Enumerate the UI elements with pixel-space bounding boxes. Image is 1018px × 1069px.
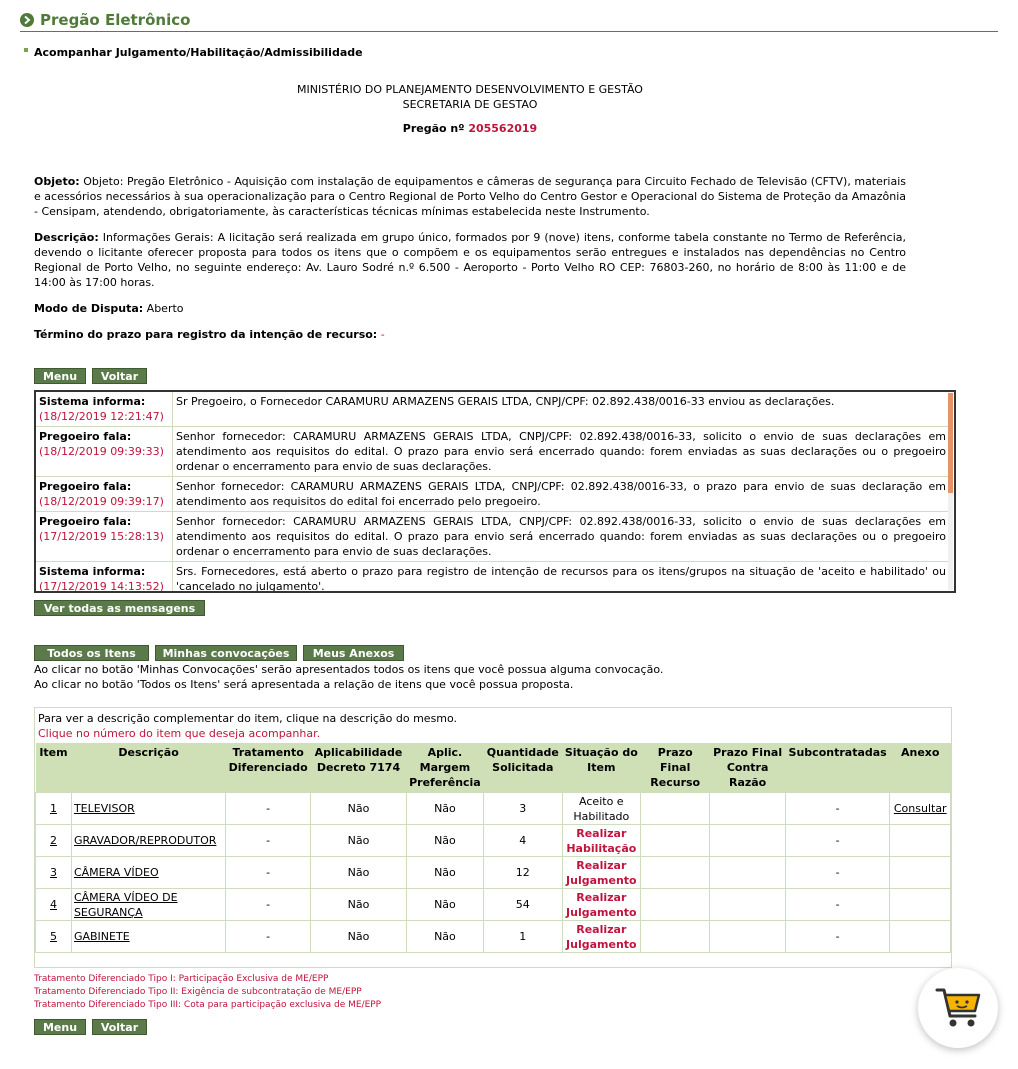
messages-panel[interactable] (34, 390, 956, 593)
item-anexo-cell (890, 825, 951, 857)
column-header: Aplicabilidade Decreto 7174 (311, 743, 407, 793)
org-line2: SECRETARIA DE GESTAO (402, 98, 538, 111)
pregao-label: Pregão nº (402, 122, 465, 135)
item-situacao: Realizar Julgamento (562, 921, 640, 953)
message-time: (17/12/2019 15:28:13) (39, 530, 164, 543)
item-prazo-recurso (641, 921, 710, 953)
message-row (36, 512, 949, 562)
item-description-cell (71, 793, 225, 825)
item-quantidade: 12 (484, 857, 563, 889)
table-row (36, 889, 951, 921)
bullet-icon (24, 48, 28, 52)
item-description-cell (71, 857, 225, 889)
footnote-1: Tratamento Diferenciado Tipo I: Participação Exclusiva de ME/EPP (34, 974, 329, 984)
item-prazo-contra-razao (710, 857, 785, 889)
message-sender: Pregoeiro fala: (39, 515, 132, 528)
menu-button-bottom[interactable]: Menu (34, 1019, 86, 1035)
item-situacao: Aceito e Habilitado (562, 793, 640, 825)
item-tratamento: - (226, 889, 311, 921)
item-number-link[interactable]: 2 (49, 834, 57, 847)
table-row (36, 921, 951, 953)
message-sender: Sistema informa: (39, 565, 146, 578)
item-tratamento: - (226, 857, 311, 889)
item-number-link[interactable]: 4 (49, 898, 57, 911)
message-time: (18/12/2019 12:21:47) (39, 410, 164, 423)
voltar-button-bottom[interactable]: Voltar (92, 1019, 147, 1035)
item-prazo-recurso (641, 889, 710, 921)
message-sender: Pregoeiro fala: (39, 430, 132, 443)
item-anexo-cell (890, 793, 951, 825)
page-subtitle: Acompanhar Julgamento/Habilitação/Admissibilidade (34, 46, 363, 59)
cart-button[interactable] (918, 968, 998, 1048)
item-margem: Não (406, 921, 483, 953)
column-header: Prazo Final Contra Razão (710, 743, 785, 793)
item-description-cell (71, 921, 225, 953)
todos-itens-button[interactable]: Todos os Itens (34, 645, 149, 661)
item-tratamento: - (226, 793, 311, 825)
message-text: Senhor fornecedor: CARAMURU ARMAZENS GERAIS LTDA, CNPJ/CPF: 02.892.438/0016-33, solicito o envio de suas declarações em atendimento aos requisitos do edital. O prazo para envio será encerrado quando: forem enviadas as suas declarações ou o pregoeiro ordenar o encerramento para envio de suas declarações. (173, 512, 950, 562)
item-prazo-contra-razao (710, 825, 785, 857)
objeto-label: Objeto: (34, 175, 80, 188)
table-row (36, 825, 951, 857)
footnote-2: Tratamento Diferenciado Tipo II: Exigência de subcontratação de ME/EPP (34, 987, 362, 997)
objeto-section (34, 174, 906, 219)
table-row (36, 857, 951, 889)
item-prazo-contra-razao (710, 793, 785, 825)
message-author (36, 512, 173, 562)
message-author (36, 392, 173, 427)
item-description-link[interactable]: GABINETE (73, 930, 130, 943)
item-prazo-contra-razao (710, 921, 785, 953)
item-description-link[interactable]: CÂMERA VÍDEO DE SEGURANÇA (73, 890, 178, 919)
item-margem: Não (406, 793, 483, 825)
scrollbar-thumb[interactable] (948, 393, 953, 493)
info-text (34, 662, 663, 692)
item-prazo-contra-razao (710, 889, 785, 921)
message-row (36, 562, 949, 594)
page-title-bar (20, 10, 998, 32)
column-header: Tratamento Diferenciado (226, 743, 311, 793)
message-sender: Sistema informa: (39, 395, 146, 408)
message-text: Sr Pregoeiro, o Fornecedor CARAMURU ARMAZENS GERAIS LTDA, CNPJ/CPF: 02.892.438/0016-33 enviou as declarações. (173, 392, 950, 427)
item-number-cell (36, 889, 72, 921)
item-tratamento: - (226, 921, 311, 953)
items-panel (34, 707, 952, 968)
column-header: Aplic. Margem Preferência (406, 743, 483, 793)
item-description-cell (71, 889, 225, 921)
item-description-link[interactable]: GRAVADOR/REPRODUTOR (73, 834, 217, 847)
message-row (36, 427, 949, 477)
info-line2: Ao clicar no botão 'Todos os Itens' será apresentada a relação de itens que você possua proposta. (34, 678, 574, 691)
items-hint-line2: Clique no número do item que deseja acompanhar. (38, 727, 321, 740)
item-number-cell (36, 793, 72, 825)
column-header: Subcontratadas (785, 743, 890, 793)
item-aplicabilidade: Não (311, 793, 407, 825)
item-aplicabilidade: Não (311, 921, 407, 953)
message-row (36, 477, 949, 512)
pregao-value: 205562019 (468, 122, 538, 135)
message-row (36, 392, 949, 427)
chevron-right-icon (20, 13, 34, 27)
item-description-link[interactable]: CÂMERA VÍDEO (73, 866, 159, 879)
item-anexo-cell (890, 921, 951, 953)
item-situacao: Realizar Julgamento (562, 889, 640, 921)
items-table (35, 743, 951, 953)
organization-header (0, 82, 940, 112)
item-margem: Não (406, 857, 483, 889)
item-prazo-recurso (641, 793, 710, 825)
info-line1: Ao clicar no botão 'Minhas Convocações' serão apresentados todos os itens que você possua alguma convocação. (34, 663, 664, 676)
termino-prazo (34, 327, 906, 342)
item-aplicabilidade: Não (311, 825, 407, 857)
column-header: Quantidade Solicitada (484, 743, 563, 793)
item-anexo-cell (890, 889, 951, 921)
item-description-link[interactable]: TELEVISOR (73, 802, 135, 815)
item-quantidade: 4 (484, 825, 563, 857)
message-text: Senhor fornecedor: CARAMURU ARMAZENS GERAIS LTDA, CNPJ/CPF: 02.892.438/0016-33, o prazo para envio de suas declaração em atendimento aos requisitos do edital foi encerrado pelo pregoeiro. (173, 477, 950, 512)
messages-table (36, 392, 949, 593)
column-header: Descrição (71, 743, 225, 793)
item-subcontratadas: - (785, 857, 890, 889)
message-text: Senhor fornecedor: CARAMURU ARMAZENS GERAIS LTDA, CNPJ/CPF: 02.892.438/0016-33, solicito o envio de suas declarações em atendimento aos requisitos do edital. O prazo para envio será encerrado quando: forem enviadas as suas declarações ou o pregoeiro ordenar o encerramento para envio de suas declarações. (173, 427, 950, 477)
message-sender: Pregoeiro fala: (39, 480, 132, 493)
pregao-number (0, 122, 940, 135)
objeto-text: Objeto: Pregão Eletrônico - Aquisição com instalação de equipamentos e câmeras de segurança para Circuito Fechado de Televisão (CFTV), materiais e acessórios necessários à sua operacionalização para o Centro Regional de Porto Velho do Centro Gestor e Operacional do Sistema de Proteção da Amazônia - Censipam, atendendo, obrigatoriamente, às características técnicas mínimas estabelecida neste Instrumento. (34, 175, 906, 218)
column-header: Situação do Item (562, 743, 640, 793)
item-prazo-recurso (641, 857, 710, 889)
shopping-cart-icon (935, 986, 983, 1030)
modo-label: Modo de Disputa: (34, 302, 144, 315)
column-header: Item (36, 743, 72, 793)
item-margem: Não (406, 889, 483, 921)
message-author (36, 562, 173, 594)
message-text: Srs. Fornecedores, está aberto o prazo para registro de intenção de recursos para os itens/grupos na situação de 'aceito e habilitado' ou 'cancelado no julgamento'. (173, 562, 950, 594)
footnote-3: Tratamento Diferenciado Tipo III: Cota para participação exclusiva de ME/EPP (34, 1000, 382, 1010)
meus-anexos-button[interactable]: Meus Anexos (303, 645, 404, 661)
menu-button[interactable]: Menu (34, 368, 86, 384)
item-subcontratadas: - (785, 921, 890, 953)
minhas-convocacoes-button[interactable]: Minhas convocações (155, 645, 297, 661)
item-tratamento: - (226, 825, 311, 857)
item-number-cell (36, 857, 72, 889)
modo-disputa (34, 301, 906, 316)
column-header: Prazo Final Recurso (641, 743, 710, 793)
items-hint-line1: Para ver a descrição complementar do item, clique na descrição do mesmo. (38, 712, 458, 725)
ver-todas-mensagens-button[interactable]: Ver todas as mensagens (34, 600, 205, 616)
item-situacao: Realizar Julgamento (562, 857, 640, 889)
org-line1: MINISTÉRIO DO PLANEJAMENTO DESENVOLVIMENTO E GESTÃO (297, 83, 643, 96)
message-author (36, 427, 173, 477)
termino-value: - (380, 328, 385, 341)
item-subcontratadas: - (785, 889, 890, 921)
item-prazo-recurso (641, 825, 710, 857)
item-number-link[interactable]: 1 (49, 802, 57, 815)
item-margem: Não (406, 825, 483, 857)
item-quantidade: 3 (484, 793, 563, 825)
item-number-cell (36, 921, 72, 953)
item-aplicabilidade: Não (311, 889, 407, 921)
message-time: (17/12/2019 14:13:52) (39, 580, 164, 593)
item-number-link[interactable]: 3 (49, 866, 57, 879)
message-author (36, 477, 173, 512)
descricao-section (34, 230, 906, 290)
items-hint (35, 708, 951, 741)
consultar-link[interactable]: Consultar (893, 802, 947, 815)
item-aplicabilidade: Não (311, 857, 407, 889)
item-anexo-cell (890, 857, 951, 889)
modo-value: Aberto (146, 302, 184, 315)
footnotes (34, 973, 381, 1012)
column-header: Anexo (890, 743, 951, 793)
page-title: Pregão Eletrônico (40, 11, 191, 29)
message-time: (18/12/2019 09:39:33) (39, 445, 164, 458)
item-number-cell (36, 825, 72, 857)
item-situacao: Realizar Habilitação (562, 825, 640, 857)
item-quantidade: 1 (484, 921, 563, 953)
item-number-link[interactable]: 5 (49, 930, 57, 943)
table-row (36, 793, 951, 825)
voltar-button[interactable]: Voltar (92, 368, 147, 384)
termino-label: Término do prazo para registro da intenção de recurso: (34, 328, 378, 341)
item-subcontratadas: - (785, 793, 890, 825)
item-quantidade: 54 (484, 889, 563, 921)
descricao-label: Descrição: (34, 231, 99, 244)
item-description-cell (71, 825, 225, 857)
item-subcontratadas: - (785, 825, 890, 857)
message-time: (18/12/2019 09:39:17) (39, 495, 164, 508)
descricao-text: Informações Gerais: A licitação será realizada em grupo único, formados por 9 (nove) itens, conforme tabela constante no Termo de Referência, devendo o licitante oferecer proposta para todos os itens que o compõem e os equipamentos serão entregues e instalados nas dependências no Centro Regional de Porto Velho, no seguinte endereço: Av. Lauro Sodré n.º 6.500 - Aeroporto - Porto Velho RO CEP: 76803-260, no horário de 8:00 às 11:00 e de 14:00 às 17:00 horas. (34, 231, 906, 289)
